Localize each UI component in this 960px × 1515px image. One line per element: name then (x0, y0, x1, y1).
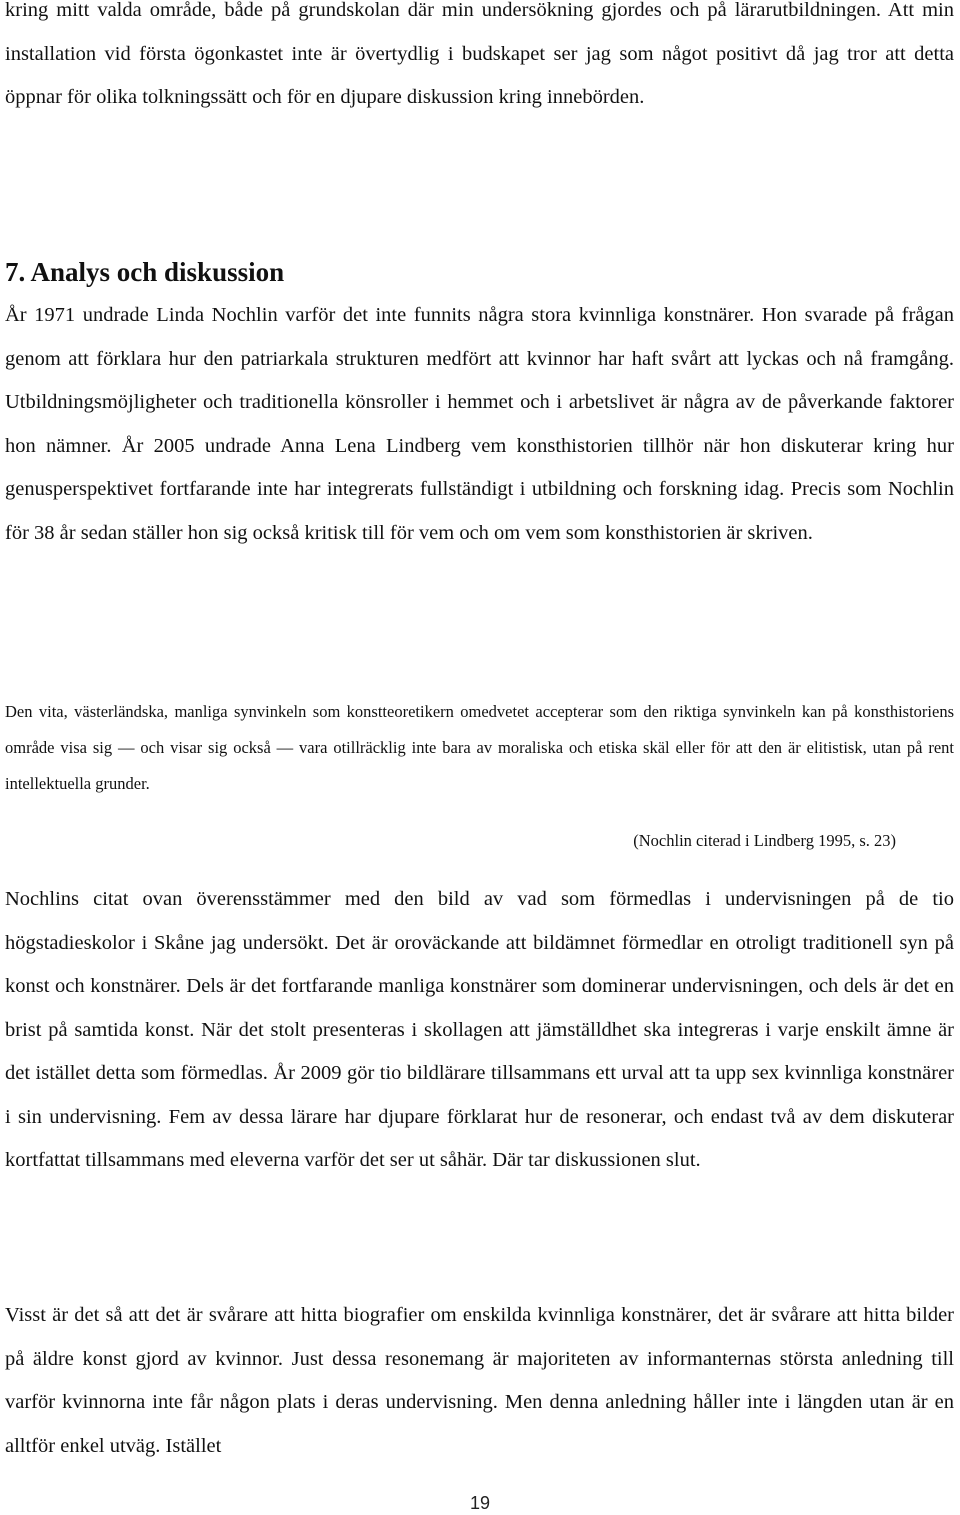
body-paragraph-3: Visst är det så att det är svårare att hitta biografier om enskilda kvinnliga konstnärer, det är svårare att hitta bilder på äldre konst gjord av kvinnor. Just dessa resonemang är majoriteten av informanternas största anledning till varför kvinnorna inte får någon plats i deras undervisning. Men denna anledning håller inte i längden utan är en alltför enkel utväg. Istället (5, 1304, 954, 1457)
page-number: 19 (469, 1493, 491, 1513)
intro-paragraph: kring mitt valda område, både på grundskolan där min undersökning gjordes och på lärarutbildningen. Att min installation vid första ögonkastet inte är övertydlig i budskapet ser jag som något positivt då jag tror att detta öppnar för olika tolkningssätt och för en djupare diskussion kring innebörden. (5, 0, 954, 108)
quote-citation: (Nochlin citerad i Lindberg 1995, s. 23) (633, 831, 896, 850)
body-paragraph-2: Nochlins citat ovan överensstämmer med den bild av vad som förmedlas i undervisningen på de tio högstadieskolor i Skåne jag undersökt. Det är oroväckande att bildämnet förmedlar en otroligt traditionell syn på konst och konstnärer. Dels är det fortfarande manliga konstnärer som dominerar undervisningen, och dels är det en brist på samtida konst. När det stolt presenteras i skollagen att jämställdhet ska integreras i varje enskilt ämne är det istället detta som förmedlas. År 2009 gör tio bildlärare tillsammans ett urval att ta upp sex kvinnliga konstnärer i sin undervisning. Fem av dessa lärare har djupare förklarat hur de resonerar, och endast två av dem diskuterar kortfattat tillsammans med eleverna varför det ser ut såhär. Där tar diskussionen slut. (5, 888, 954, 1171)
document-page (5, 0, 954, 1515)
block-quote: Den vita, västerländska, manliga synvinkeln som konstteoretikern omedvetet accepterar som den riktiga synvinkeln kan på konsthistoriens område visa sig — och visar sig också — vara otillräcklig inte bara av moraliska och etiska skäl eller för att den är elitistisk, utan på rent intellektuella grunder. (5, 702, 954, 793)
body-paragraph-1: År 1971 undrade Linda Nochlin varför det inte funnits några stora kvinnliga konstnärer. Hon svarade på frågan genom att förklara hur den patriarkala strukturen medfört att kvinnor har haft svårt att lyckas och nå framgång. Utbildningsmöjligheter och traditionella könsroller i hemmet och i arbetslivet är några av de påverkande faktorer hon nämner. År 2005 undrade Anna Lena Lindberg vem konsthistorien tillhör när hon diskuterar kring hur genusperspektivet fortfarande inte har integrerats fullständigt i utbildning och forskning idag. Precis som Nochlin för 38 år sedan ställer hon sig också kritisk till för vem och om vem som konsthistorien är skriven. (5, 304, 954, 544)
section-heading: 7. Analys och diskussion (5, 257, 285, 287)
